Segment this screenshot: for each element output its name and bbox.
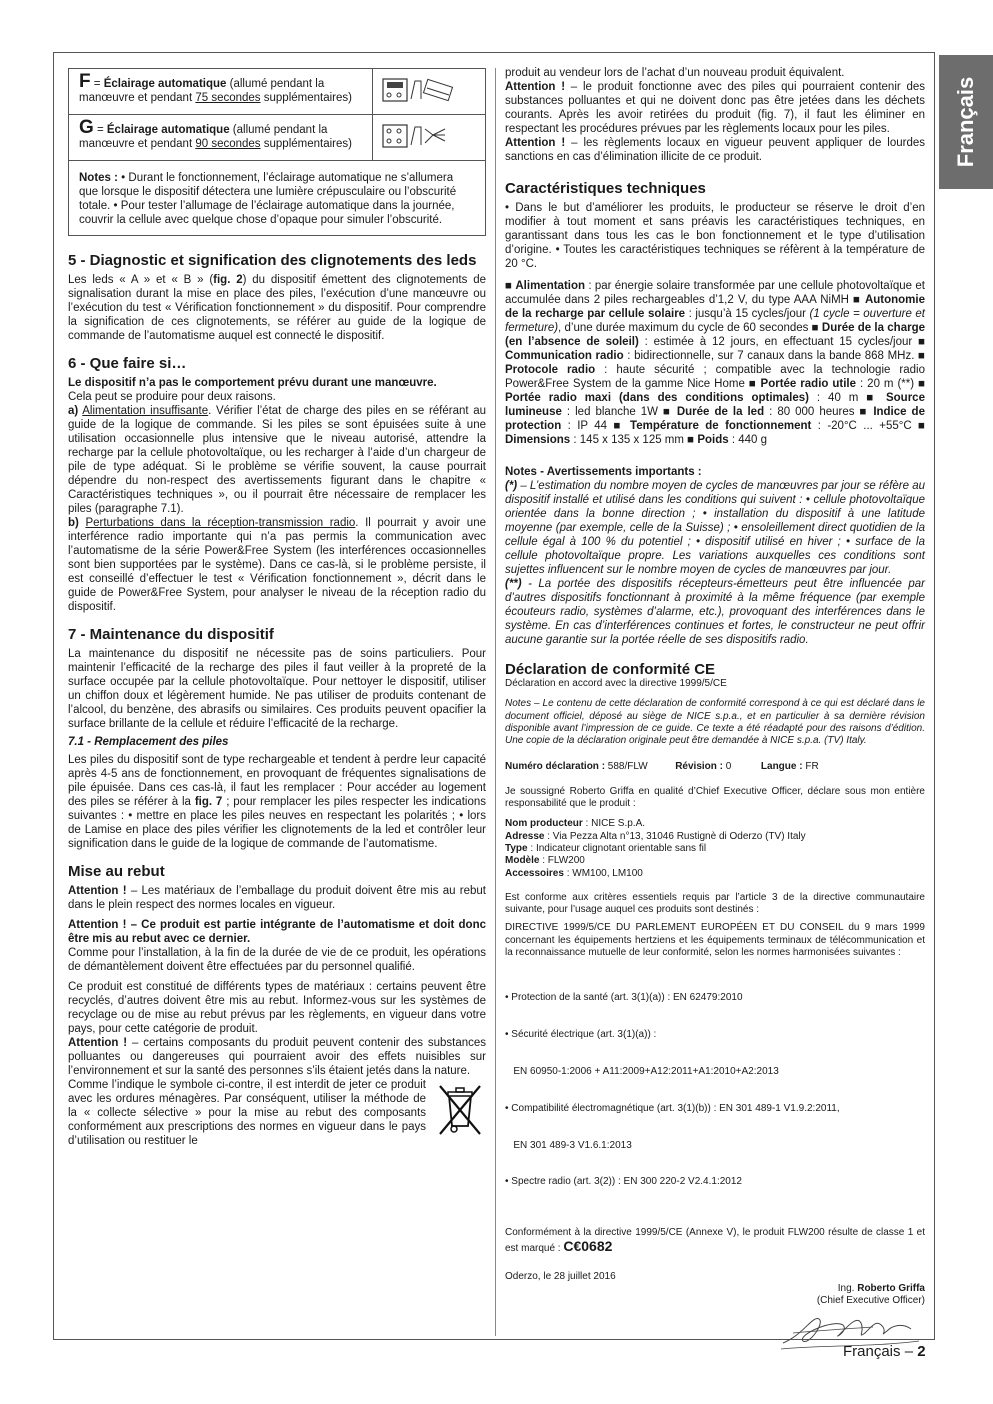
spec-item: ■ Durée de la charge (en l’absence de soleil) : estimée à 12 jours, en effectuant 15 cycles/jour: [505, 322, 925, 348]
disposal-p4: Ce produit est constitué de différents types de matériaux : certains peuvent être recyclés, d’autres doivent être mis au rebut. Informez-vous sur les systèmes de recyclage ou de mise au rebut prévus par les règlements, en vigueur dans votre pays, pour cette catégorie de produit.: [68, 981, 486, 1035]
spec-item: ■ Dimensions : 145 x 135 x 125 mm: [505, 420, 925, 446]
page-number: 2: [917, 1343, 926, 1360]
s6-item-a: [68, 404, 486, 516]
row-desc-end: supplémentaires): [260, 92, 352, 104]
warning-1-text: – L’estimation du nombre moyen de cycles de manœuvres par jour se réfère au dispositif installé et utilisé dans les conditions qui suivent : • cellule photovoltaïque orientée dans la bonne direction ; • installation du dispositif à une latitude moyenne (par exemple, celle de la Suisse) ; • ensoleillement direct quotidien de la cellule égal à 100 % du potentiel ; • dispositif utilisé en hiver ; • surface de la cellule photovoltaïque propre. Les variations auxquelles ces conditions sont sujettes influencent sur le nombre moyen de cycles de manœuvres par jour.: [505, 480, 925, 576]
spec-item: ■ Source lumineuse : led blanche 1W: [505, 392, 925, 418]
language-tab[interactable]: [939, 55, 993, 189]
crossed-bin-icon: [434, 1082, 486, 1140]
spec-item: ■ Température de fonctionnement : -20°C ... +55°C: [613, 420, 919, 432]
disposal-p3: Comme pour l’installation, à la fin de la durée de vie de ce produit, les opérations de démantèlement doivent être effectuées par du personnel qualifié.: [68, 947, 486, 973]
s5-text-b: ) du dispositif émettent des clignotements de signalisation durant la mise en place des piles, l’exécution d’une manœuvre ou l’exécution du test « Vérification fonctionnement » du dispositif. Pour comprendre la signification de ces clignotements, se référer au guide de la logique de commande de l’automatisme auquel est connecté le dispositif.: [68, 274, 486, 342]
specs-list: [505, 279, 925, 447]
ce-field: Accessoires : WM100, LM100: [505, 867, 643, 879]
led-blink-icon: [373, 115, 485, 160]
s6-lead: Le dispositif n’a pas le comportement prévu durant une manœuvre.: [68, 377, 437, 389]
section-5-title: 5 - Diagnostic et signification des clignotements des leds: [68, 252, 477, 269]
s5-fig: fig. 2: [213, 274, 243, 286]
s6-item-b: [68, 516, 486, 614]
ce-title: Déclaration de conformité CE: [505, 661, 716, 678]
warning-2-text: - La portée des dispositifs récepteurs-émetteurs peut être influencée par d’autres dispositifs fonctionnant à proximité à la même fréquence (par exemple écouteurs radio, systèmes d’alarme, etc.), provoquant des interférences dans le système. En cas d’interférences continues et fortes, le constructeur ne peut offrir aucune garantie sur la portée réelle de ses dispositifs radio.: [505, 578, 925, 646]
s5-text-a: Les leds « A » et « B » (: [68, 274, 214, 286]
s7-text-a: Les piles du dispositif sont de type rechargeable et tendent à perdre leur capacité après 4-5 ans de fonctionnement, en provoquant de fréquentes signalisations de pile épuisée. Dans ces cas-là, il faut les remplacer : Pour accéder au logement des piles se référer à la: [68, 754, 486, 808]
row-eq: =: [93, 124, 107, 136]
warning-1: [505, 479, 925, 577]
row-letter: F: [79, 71, 91, 92]
s7-text: La maintenance du dispositif ne nécessite pas de soins particuliers. Pour maintenir l’efficacité de la recharge des piles il faut veiller à la propreté de la surface occupée par la cellule photovoltaïque. Pour nettoyer le dispositif, utiliser un chiffon doux et légèrement humide. Ne pas utiliser de produits contenant de l’alcool, du benzène, des abrasifs ou similaires. Ces produits peuvent opacifier la surface brillante de la cellule et réduire l’efficacité de la recharge.: [68, 648, 486, 730]
function-table: [68, 68, 486, 236]
warning-2-mark: (**): [505, 578, 522, 590]
row-text: [69, 69, 373, 114]
disposal-p9-text: – les règlements locaux en vigueur peuvent appliquer de lourdes sanctions en cas d’élimination illicite de ce produit.: [505, 137, 925, 163]
warnings-title: Notes - Avertissements importants :: [505, 466, 702, 478]
row-title: Éclairage automatique: [106, 124, 230, 136]
spec-item: ■ Alimentation : par énergie solaire transformée par une cellule photovoltaïque et accumulée dans 2 piles rechargeables d’1,2 V, du type AAA NiMH: [505, 280, 925, 306]
disposal-p6: Comme l’indique le symbole ci-contre, il est interdit de jeter ce produit avec les ordures ménagères. Par conséquent, utiliser la méthode de la « collecte sélective » pour la mise au rebut des composants conformément aux prescriptions des normes en vigueur dans le pays d’utilisation ou restituer le: [68, 1079, 426, 1147]
s6-lead2: Cela peut se produire pour deux raisons.: [68, 391, 276, 403]
attention-label: Attention !: [68, 1037, 128, 1049]
notes-text: • Durant le fonctionnement, l’éclairage automatique ne s’allumera que lorsque le dispositif détectera une lumière crépusculaire ou l’obscurité totale. • Pour tester l’allumage de l’éclairage automatique dans la journée, couvrir la cellule avec quelque chose d’opaque pour simuler l’obscurité.: [79, 172, 457, 226]
row-eq: =: [90, 78, 104, 90]
ce-conform: Est conforme aux critères essentiels requis par l’article 3 de la directive communautaire suivante, pour l’usage auquel ces produits sont destinés :: [505, 891, 925, 916]
warning-2: [505, 577, 925, 647]
s6-a-text: . Vérifier l’état de charge des piles en se référant au guide de la logique de commande. Si les piles se sont épuisées suite à une utilisation occasionnelle plus intensive que le niveau autorisé, attendre la recharge par la cellule photovoltaïque, ou les recharger à l’aide d’un chargeur de pile de type adéquat. Si le problème se vérifie souvent, la cause pourrait dépendre du non-respect des avertissements figurant dans le chapitre « Caractéristiques techniques », ou il pourrait être nécessaire de remplacer les piles (paragraphe 7.1).: [68, 405, 487, 515]
table-row: [69, 69, 485, 115]
notes-label: Notes :: [79, 172, 122, 184]
ce-norms: [505, 967, 925, 1213]
row-title: Éclairage automatique: [103, 78, 227, 90]
spec-item: ■ Durée de la led : 80 000 heures: [663, 406, 860, 418]
specs-title: Caractéristiques techniques: [505, 180, 706, 197]
ce-intro: Je soussigné Roberto Griffa en qualité d’Chief Executive Officer, déclare sous mon entière responsabilité que le produit :: [505, 785, 925, 810]
left-column: [68, 68, 486, 1148]
page-footer: Français – 2: [843, 1343, 926, 1360]
language-tab-label: Français: [953, 76, 978, 168]
attention-label: Attention !: [505, 81, 566, 93]
footer-language: Français: [843, 1343, 901, 1360]
ce-directive: DIRECTIVE 1999/5/CE DU PARLEMENT EUROPÉEN ET DU CONSEIL du 9 mars 1999 concernant les équipements hertziens et les équipements terminaux de télécommunication et la reconnaissance mutuelle de leur conformité, selon les normes harmonisées suivantes :: [505, 922, 925, 959]
attention-label: Attention !: [68, 885, 127, 897]
disposal-title: Mise au rebut: [68, 863, 165, 880]
norm-item: • Compatibilité électromagnétique (art. 3(1)(b)) : EN 301 489-1 V1.9.2:2011,: [505, 1102, 840, 1114]
section-5: [68, 252, 486, 343]
spec-item: ■ Poids : 440 g: [687, 434, 768, 446]
disposal-p1-text: – Les matériaux de l’emballage du produit doivent être mis au rebut dans le plein respect des normes locales en vigueur.: [68, 885, 486, 911]
norm-item: EN 60950-1:2006 + A11:2009+A12:2011+A1:2010+A2:2013: [505, 1065, 779, 1077]
led-blink-icon: [373, 69, 485, 114]
spec-item: ■ Indice de protection : IP 44: [505, 406, 925, 432]
attention-label: Attention !: [505, 137, 566, 149]
ce-decl-line: Numéro déclaration : 588/FLW Révision : 0 Langue : FR: [505, 761, 819, 773]
s6-b-text: . Il pourrait y avoir une interférence radio importante qui n’a pas permis la communication avec l’automatisme de la série Power&Free System (les interférences occasionnelles sont bien supportées par le système). Dans ce cas-là, si le problème persiste, il est conseillé d’effectuer le test « Vérification fonctionnement », décrit dans le guide de Power&Free System, pour analyser le niveau de la réception radio du dispositif.: [68, 517, 486, 613]
warning-1-mark: (*): [505, 480, 518, 492]
ce-mark: C€0682: [563, 1237, 613, 1254]
s7-1-title: 7.1 - Remplacement des piles: [68, 736, 229, 748]
s7-fig: fig. 7: [194, 796, 223, 808]
table-notes: [69, 161, 485, 235]
spec-item: ■ Protocole radio : haute sécurité ; compatible avec la technologie radio Power&Free System de la gamme Nice Home: [505, 350, 925, 390]
disposal-p2: Attention ! – Ce produit est partie intégrante de l’automatisme et doit donc être mis au rebut avec ce dernier.: [68, 919, 486, 945]
norm-item: • Spectre radio (art. 3(2)) : EN 300 220-2 V2.4.1:2012: [505, 1176, 742, 1188]
specs-intro: • Dans le but d’améliorer les produits, le producteur se réserve le droit d’en modifier à tout moment et sans préavis les caractéristiques techniques, en garantissant dans tous les cas le bon fonctionnement et le type d’utilisation d’origine. • Toutes les caractéristiques techniques se réfèrent à la température de 20 °C.: [505, 202, 925, 270]
table-row: [69, 115, 485, 161]
spec-item: ■ Portée radio utile : 20 m (**): [748, 378, 919, 390]
row-text: [69, 115, 373, 160]
s6-b-title: Perturbations dans la réception-transmission radio: [85, 517, 356, 529]
norm-item: • Sécurité électrique (art. 3(1)(a)) :: [505, 1028, 657, 1040]
disposal-p5-text: – certains composants du produit peuvent contenir des substances polluantes ou dangereuses qui pourraient avoir des effets nuisibles sur l’environnement et sur la santé des personnes s’ils étaient jetés dans la nature.: [68, 1037, 487, 1077]
s7-1-text: [68, 753, 486, 851]
s6-a-label: a): [68, 405, 79, 417]
ce-note: Notes – Le contenu de cette déclaration de conformité correspond à ce qui est déclaré dans le document officiel, déposé au siège de NICE s.p.a., et en particulier à sa dernière révision disponible avant l’impression de ce guide. Ce texte a été réadapté pour des raisons d’édition. Une copie de la déclaration originale peut être demandée à NICE s.p.a. (TV) Italy.: [505, 698, 925, 747]
disposal-p7: produit au vendeur lors de l’achat d’un nouveau produit équivalent.: [505, 67, 845, 79]
row-desc: (allumé pendant la manœuvre et pendant: [79, 124, 328, 150]
ce-field: Nom producteur : NICE S.p.A.: [505, 818, 646, 830]
row-duration: 75 secondes: [195, 92, 261, 104]
ce-field: Modèle : FLW200: [505, 855, 585, 867]
section-7: [68, 626, 486, 851]
row-desc: (allumé pendant la manœuvre et pendant: [79, 78, 325, 104]
ce-field: Adresse : Via Pezza Alta n°13, 31046 Rustignè di Oderzo (TV) Italy: [505, 830, 806, 842]
ce-subtitle: Déclaration en accord avec la directive 1999/5/CE: [505, 678, 727, 689]
disposal-p1: [68, 884, 486, 912]
section-5-text: [68, 273, 486, 343]
s6-b-label: b): [68, 517, 79, 529]
norm-item: • Protection de la santé (art. 3(1)(a)) : EN 62479:2010: [505, 991, 743, 1003]
disposal-p8-text: – le produit fonctionne avec des piles qui pourraient contenir des substances polluantes et qui ne doivent donc pas être jetées dans les déchets courants. Après les avoir retirées du produit (fig. 7), il faut les éliminer en respectant les procédures prévues par les règlements locaux pour les piles.: [505, 81, 925, 135]
section-disposal: [68, 863, 486, 1148]
section-6-title: 6 - Que faire si…: [68, 355, 187, 372]
ce-place-date: Oderzo, le 28 juillet 2016: [505, 1270, 616, 1282]
row-duration: 90 secondes: [195, 138, 261, 150]
row-desc-end: supplémentaires): [260, 138, 352, 150]
spec-item: ■ Portée radio maxi (dans des conditions optimales) : 40 m: [505, 378, 926, 404]
ce-annex: Conformément à la directive 1999/5/CE (Annexe V), le produit FLW200 résulte de classe 1 et est marqué : C€0682: [505, 1227, 925, 1254]
signer-role: (Chief Executive Officer): [816, 1295, 925, 1307]
disposal-p8: [505, 80, 925, 136]
row-letter: G: [79, 117, 94, 138]
ce-fields: [505, 818, 925, 879]
ce-field: Type : Indicateur clignotant orientable sans fil: [505, 842, 707, 854]
right-column: [505, 66, 925, 1353]
disposal-p5: [68, 1036, 486, 1078]
signer-name-line: Ing. Roberto Griffa: [837, 1283, 925, 1295]
column-divider: [495, 68, 496, 1336]
s6-a-title: Alimentation insuffisante: [82, 405, 209, 417]
spec-item: ■ Autonomie de la recharge par cellule solaire : jusqu’à 15 cycles/jour (1 cycle = ouverture et fermeture), d’une durée maximum du cycle de 60 secondes: [505, 294, 925, 334]
section-7-title: 7 - Maintenance du dispositif: [68, 626, 274, 643]
norm-item: EN 301 489-3 V1.6.1:2013: [505, 1139, 632, 1151]
s7-text-b: ; pour remplacer les piles respecter les indications suivantes : • mettre en place les piles neuves en respectant les polarités ; • lors de Lamise en place des piles vérifier les clignotements de la led et contrôler leur signification dans le guide de la logique de commande de l’automatisme.: [68, 796, 486, 850]
section-6: [68, 355, 486, 614]
disposal-p9: [505, 136, 925, 164]
spec-item: ■ Communication radio : bidirectionnelle, sur 7 canaux dans la bande 868 MHz.: [505, 336, 926, 362]
